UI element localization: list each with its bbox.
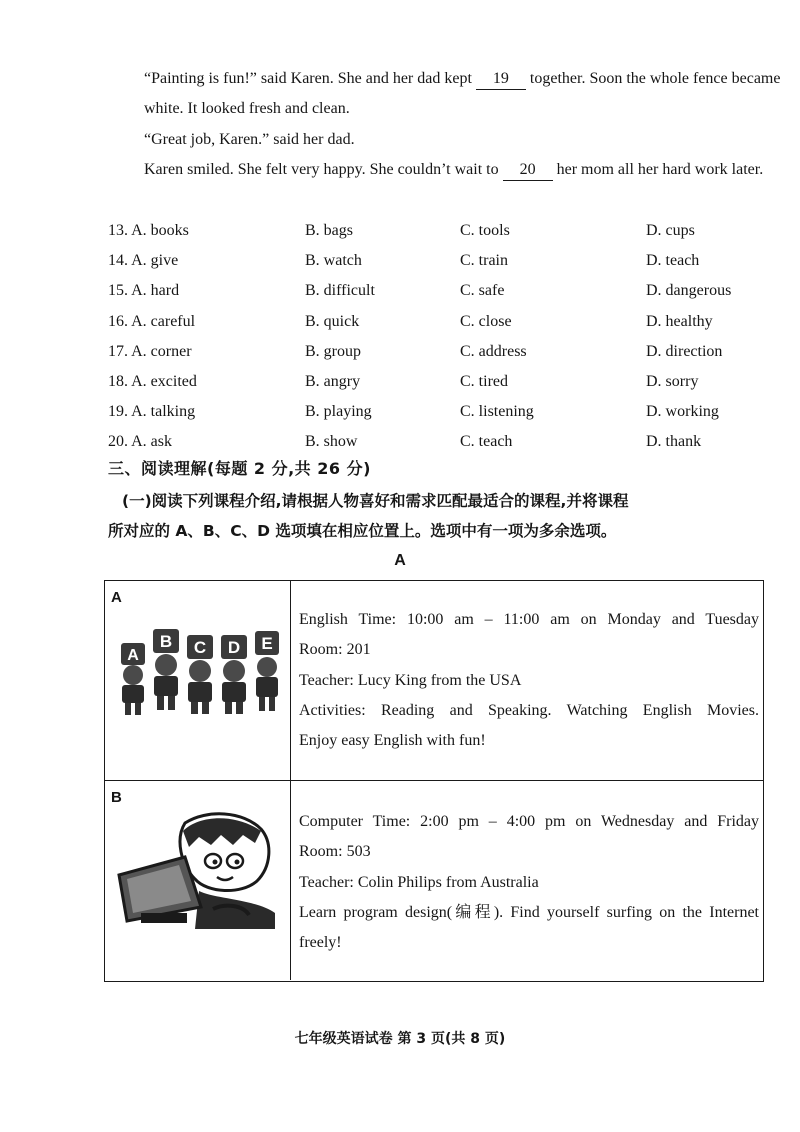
answer-blank-20: 20 — [503, 160, 553, 181]
option-a: 17. A. corner — [108, 342, 192, 360]
story-paragraph-2: “Great job, Karen.” said her dad. — [144, 131, 355, 148]
option-row — [108, 276, 768, 306]
course-table — [104, 580, 764, 982]
course-details — [299, 605, 759, 756]
option-b: B. bags — [305, 222, 353, 239]
story-paragraph-3 — [108, 155, 800, 185]
course-activities-cont: Enjoy easy English with fun! — [299, 732, 486, 750]
option-row — [108, 367, 768, 397]
option-c: C. tired — [460, 372, 508, 390]
course-room: Room: 201 — [299, 641, 371, 659]
option-b: B. group — [305, 342, 361, 360]
course-row-b — [105, 781, 763, 980]
course-activities: Activities: Reading and Speaking. Watching English Movies. — [299, 701, 759, 719]
kids-with-letter-blocks-icon — [115, 625, 283, 717]
option-b: B. watch — [305, 252, 362, 270]
option-row — [108, 337, 768, 367]
kid-figure — [187, 635, 213, 714]
block-letter: A — [127, 647, 139, 664]
option-a: 16. A. careful — [108, 312, 196, 330]
option-c: C. address — [460, 342, 527, 360]
kid-figure — [255, 631, 279, 711]
option-b: B. quick — [305, 312, 360, 330]
page-footer: 七年级英语试卷 第 3 页(共 8 页) — [294, 1031, 506, 1047]
story-text: her mom all her hard work later. — [556, 161, 764, 178]
course-room: Room: 503 — [299, 843, 371, 861]
option-b: B. difficult — [305, 282, 375, 300]
course-details — [299, 807, 759, 958]
course-time: English Time: 10:00 am – 11:00 am on Monday and Tuesday — [299, 611, 759, 628]
block-letter: D — [227, 638, 241, 657]
story-text: “Painting is fun!” said Karen. She and her dad kept — [144, 70, 472, 87]
kid-figure — [153, 629, 179, 710]
option-b: B. playing — [305, 403, 372, 421]
option-b: B. show — [305, 433, 358, 451]
section-instruction — [108, 486, 772, 546]
option-c: C. train — [460, 252, 508, 270]
option-c: C. tools — [460, 222, 510, 239]
course-activities: Learn program design(编程). Find yourself surfing on the Internet — [299, 903, 759, 921]
course-illustration-cell — [105, 581, 291, 780]
option-a: 13. A. books — [108, 222, 189, 239]
answer-blank-19: 19 — [476, 69, 526, 90]
boy-at-computer-icon — [115, 809, 285, 929]
option-d: D. cups — [646, 222, 695, 239]
option-d: D. thank — [646, 433, 702, 451]
option-a: 14. A. give — [108, 252, 179, 270]
course-teacher: Teacher: Colin Philips from Australia — [299, 873, 539, 891]
course-row-a — [105, 581, 763, 781]
option-row — [108, 216, 768, 246]
course-illustration-cell — [105, 781, 291, 980]
section-heading: 三、阅读理解(每题 2 分,共 26 分) — [108, 459, 371, 478]
story-text: Karen smiled. She felt very happy. She couldn’t wait to — [144, 161, 499, 178]
kid-figure — [121, 643, 145, 715]
course-label: B — [111, 789, 122, 806]
instruction-line-1: (一)阅读下列课程介绍,请根据人物喜好和需求匹配最适合的课程,并将课程 — [122, 492, 629, 510]
option-row — [108, 397, 768, 427]
option-a: 18. A. excited — [108, 372, 197, 390]
course-activities-cont: freely! — [299, 934, 342, 952]
option-d: D. sorry — [646, 372, 699, 390]
option-row — [108, 427, 768, 457]
block-letter: E — [261, 634, 273, 653]
option-row — [108, 246, 768, 276]
kid-figure — [221, 635, 247, 714]
option-a: 20. A. ask — [108, 433, 172, 451]
instruction-line-2: 所对应的 A、B、C、D 选项填在相应位置上。选项中有一项为多余选项。 — [108, 522, 617, 540]
option-c: C. teach — [460, 433, 513, 451]
option-c: C. close — [460, 312, 512, 330]
story-paragraph-1 — [108, 64, 800, 124]
option-c: C. safe — [460, 282, 505, 300]
option-d: D. working — [646, 403, 719, 421]
course-label: A — [111, 589, 122, 606]
option-d: D. teach — [646, 252, 700, 270]
course-teacher: Teacher: Lucy King from the USA — [299, 671, 522, 689]
block-letter: B — [159, 632, 173, 651]
option-a: 19. A. talking — [108, 403, 196, 421]
option-d: D. healthy — [646, 312, 713, 330]
passage-label: A — [394, 552, 406, 569]
block-letter: C — [193, 638, 207, 657]
option-c: C. listening — [460, 403, 534, 421]
option-d: D. direction — [646, 342, 723, 360]
course-time: Computer Time: 2:00 pm – 4:00 pm on Wednesday and Friday — [299, 813, 759, 830]
option-list — [108, 216, 768, 458]
story-text: together. Soon the whole fence became white. It looked fresh and clean. — [144, 70, 781, 117]
option-d: D. dangerous — [646, 282, 732, 300]
option-b: B. angry — [305, 372, 361, 390]
option-a: 15. A. hard — [108, 282, 180, 300]
option-row — [108, 307, 768, 337]
